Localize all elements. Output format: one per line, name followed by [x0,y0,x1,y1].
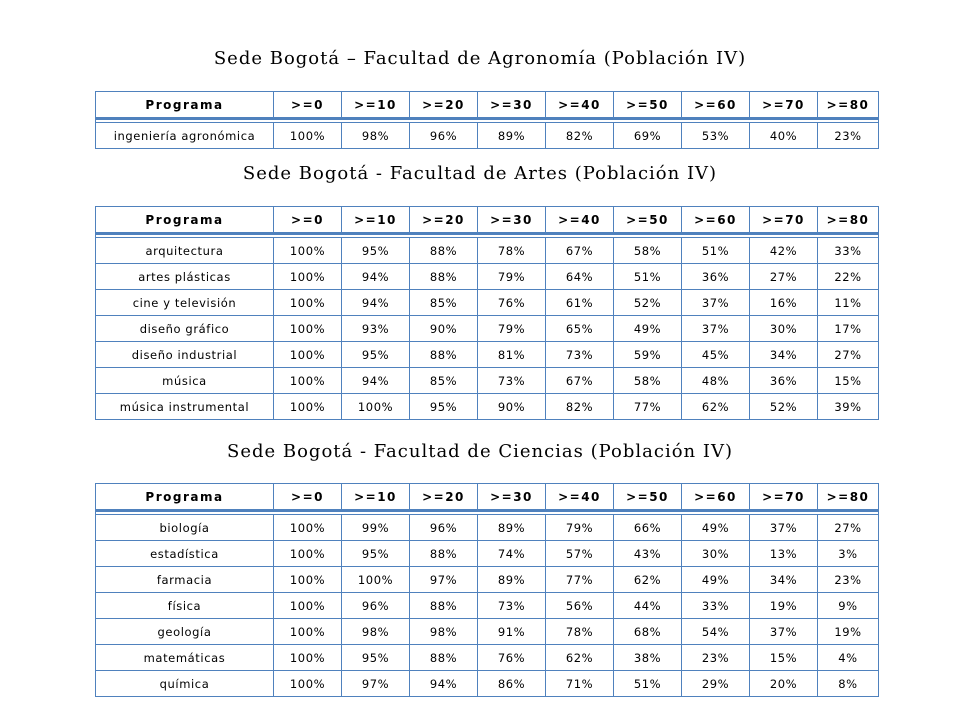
percentage-cell: 33% [818,238,879,264]
percentage-cell: 69% [614,123,682,149]
table-artes [95,206,879,420]
percentage-cell: 74% [478,541,546,567]
header-row [96,207,879,234]
percentage-cell: 37% [750,619,818,645]
percentage-cell: 36% [682,264,750,290]
percentage-cell: 100% [274,264,342,290]
header-programa: Programa [96,484,274,511]
percentage-cell: 91% [478,619,546,645]
percentage-cell: 71% [546,671,614,697]
program-name-cell: biología [96,515,274,541]
percentage-cell: 78% [478,238,546,264]
percentage-cell: 89% [478,567,546,593]
percentage-cell: 100% [274,368,342,394]
table-row [96,515,879,541]
program-name-cell: matemáticas [96,645,274,671]
percentage-cell: 95% [342,541,410,567]
percentage-cell: 27% [818,342,879,368]
percentage-cell: 100% [274,316,342,342]
table-row [96,671,879,697]
header-threshold: >=10 [342,484,410,511]
header-threshold: >=10 [342,207,410,234]
percentage-cell: 62% [614,567,682,593]
percentage-cell: 76% [478,645,546,671]
header-threshold: >=50 [614,484,682,511]
percentage-cell: 58% [614,238,682,264]
percentage-cell: 67% [546,368,614,394]
percentage-cell: 19% [818,619,879,645]
header-threshold: >=20 [410,92,478,119]
percentage-cell: 23% [818,123,879,149]
percentage-cell: 49% [614,316,682,342]
percentage-cell: 39% [818,394,879,420]
percentage-cell: 53% [682,123,750,149]
header-threshold: >=60 [682,484,750,511]
percentage-cell: 30% [682,541,750,567]
program-name-cell: diseño industrial [96,342,274,368]
percentage-cell: 95% [410,394,478,420]
percentage-cell: 96% [410,515,478,541]
percentage-cell: 52% [614,290,682,316]
percentage-cell: 76% [478,290,546,316]
percentage-cell: 23% [818,567,879,593]
program-name-cell: geología [96,619,274,645]
percentage-cell: 89% [478,123,546,149]
percentage-cell: 44% [614,593,682,619]
header-threshold: >=30 [478,92,546,119]
percentage-cell: 62% [546,645,614,671]
percentage-cell: 89% [478,515,546,541]
percentage-cell: 100% [274,515,342,541]
program-name-cell: diseño gráfico [96,316,274,342]
percentage-cell: 85% [410,290,478,316]
percentage-cell: 8% [818,671,879,697]
percentage-cell: 48% [682,368,750,394]
percentage-cell: 17% [818,316,879,342]
program-name-cell: artes plásticas [96,264,274,290]
percentage-cell: 54% [682,619,750,645]
percentage-cell: 100% [274,394,342,420]
percentage-cell: 100% [274,645,342,671]
header-threshold: >=40 [546,92,614,119]
table-row [96,394,879,420]
program-name-cell: física [96,593,274,619]
percentage-cell: 93% [342,316,410,342]
table-row [96,368,879,394]
percentage-cell: 66% [614,515,682,541]
table-row [96,264,879,290]
percentage-cell: 94% [410,671,478,697]
percentage-cell: 90% [410,316,478,342]
header-threshold: >=40 [546,484,614,511]
percentage-cell: 51% [614,264,682,290]
percentage-cell: 68% [614,619,682,645]
table-row [96,342,879,368]
header-threshold: >=80 [818,484,879,511]
percentage-cell: 81% [478,342,546,368]
percentage-cell: 23% [682,645,750,671]
table-agronomia [95,91,879,149]
program-name-cell: música [96,368,274,394]
percentage-cell: 42% [750,238,818,264]
percentage-cell: 34% [750,342,818,368]
percentage-cell: 65% [546,316,614,342]
header-programa: Programa [96,207,274,234]
header-threshold: >=70 [750,207,818,234]
header-threshold: >=0 [274,92,342,119]
header-threshold: >=30 [478,484,546,511]
percentage-cell: 78% [546,619,614,645]
header-threshold: >=60 [682,92,750,119]
percentage-cell: 100% [274,290,342,316]
percentage-cell: 49% [682,567,750,593]
percentage-cell: 34% [750,567,818,593]
percentage-cell: 11% [818,290,879,316]
percentage-cell: 51% [614,671,682,697]
percentage-cell: 13% [750,541,818,567]
percentage-cell: 88% [410,238,478,264]
percentage-cell: 97% [342,671,410,697]
percentage-cell: 37% [750,515,818,541]
header-threshold: >=60 [682,207,750,234]
percentage-cell: 20% [750,671,818,697]
percentage-cell: 61% [546,290,614,316]
percentage-cell: 97% [410,567,478,593]
program-name-cell: farmacia [96,567,274,593]
percentage-cell: 100% [274,593,342,619]
table-row [96,593,879,619]
header-threshold: >=50 [614,92,682,119]
percentage-cell: 43% [614,541,682,567]
percentage-cell: 73% [478,593,546,619]
table-row [96,238,879,264]
percentage-cell: 64% [546,264,614,290]
percentage-cell: 67% [546,238,614,264]
percentage-cell: 95% [342,342,410,368]
table-row [96,123,879,149]
percentage-cell: 100% [342,394,410,420]
header-threshold: >=70 [750,484,818,511]
percentage-cell: 49% [682,515,750,541]
percentage-cell: 38% [614,645,682,671]
percentage-cell: 94% [342,368,410,394]
percentage-cell: 79% [478,264,546,290]
program-name-cell: ingeniería agronómica [96,123,274,149]
percentage-cell: 73% [478,368,546,394]
percentage-cell: 100% [274,619,342,645]
header-threshold: >=10 [342,92,410,119]
percentage-cell: 88% [410,342,478,368]
percentage-cell: 79% [478,316,546,342]
header-threshold: >=80 [818,92,879,119]
header-threshold: >=20 [410,207,478,234]
table-ciencias [95,483,879,697]
percentage-cell: 100% [342,567,410,593]
percentage-cell: 77% [614,394,682,420]
percentage-cell: 15% [818,368,879,394]
percentage-cell: 51% [682,238,750,264]
percentage-cell: 59% [614,342,682,368]
header-programa: Programa [96,92,274,119]
header-threshold: >=20 [410,484,478,511]
percentage-cell: 22% [818,264,879,290]
table-row [96,541,879,567]
percentage-cell: 88% [410,645,478,671]
header-threshold: >=80 [818,207,879,234]
percentage-cell: 36% [750,368,818,394]
percentage-cell: 88% [410,264,478,290]
percentage-cell: 19% [750,593,818,619]
program-name-cell: química [96,671,274,697]
percentage-cell: 100% [274,671,342,697]
percentage-cell: 30% [750,316,818,342]
percentage-cell: 58% [614,368,682,394]
program-name-cell: música instrumental [96,394,274,420]
header-threshold: >=50 [614,207,682,234]
program-name-cell: arquitectura [96,238,274,264]
percentage-cell: 100% [274,567,342,593]
percentage-cell: 62% [682,394,750,420]
percentage-cell: 94% [342,290,410,316]
percentage-cell: 73% [546,342,614,368]
percentage-cell: 98% [410,619,478,645]
percentage-cell: 57% [546,541,614,567]
section-title-ciencias: Sede Bogotá - Facultad de Ciencias (Población IV) [226,441,733,462]
percentage-cell: 88% [410,593,478,619]
header-threshold: >=40 [546,207,614,234]
percentage-cell: 96% [342,593,410,619]
percentage-cell: 37% [682,316,750,342]
program-name-cell: cine y televisión [96,290,274,316]
percentage-cell: 88% [410,541,478,567]
table-row [96,567,879,593]
percentage-cell: 94% [342,264,410,290]
header-threshold: >=0 [274,207,342,234]
header-threshold: >=30 [478,207,546,234]
percentage-cell: 27% [818,515,879,541]
table-row [96,316,879,342]
percentage-cell: 100% [274,541,342,567]
percentage-cell: 27% [750,264,818,290]
percentage-cell: 79% [546,515,614,541]
percentage-cell: 4% [818,645,879,671]
percentage-cell: 95% [342,645,410,671]
percentage-cell: 9% [818,593,879,619]
percentage-cell: 29% [682,671,750,697]
header-row [96,484,879,511]
percentage-cell: 98% [342,123,410,149]
header-row [96,92,879,119]
percentage-cell: 96% [410,123,478,149]
percentage-cell: 99% [342,515,410,541]
percentage-cell: 37% [682,290,750,316]
percentage-cell: 77% [546,567,614,593]
table-row [96,645,879,671]
percentage-cell: 98% [342,619,410,645]
percentage-cell: 90% [478,394,546,420]
percentage-cell: 100% [274,342,342,368]
header-threshold: >=70 [750,92,818,119]
percentage-cell: 40% [750,123,818,149]
percentage-cell: 15% [750,645,818,671]
section-title-artes: Sede Bogotá - Facultad de Artes (Población IV) [242,163,718,184]
section-title-agronomia: Sede Bogotá – Facultad de Agronomía (Población IV) [213,48,747,69]
percentage-cell: 86% [478,671,546,697]
program-name-cell: estadística [96,541,274,567]
percentage-cell: 33% [682,593,750,619]
percentage-cell: 56% [546,593,614,619]
table-row [96,619,879,645]
percentage-cell: 100% [274,238,342,264]
percentage-cell: 100% [274,123,342,149]
percentage-cell: 16% [750,290,818,316]
percentage-cell: 82% [546,123,614,149]
percentage-cell: 85% [410,368,478,394]
percentage-cell: 95% [342,238,410,264]
percentage-cell: 3% [818,541,879,567]
header-threshold: >=0 [274,484,342,511]
percentage-cell: 82% [546,394,614,420]
table-row [96,290,879,316]
percentage-cell: 52% [750,394,818,420]
percentage-cell: 45% [682,342,750,368]
